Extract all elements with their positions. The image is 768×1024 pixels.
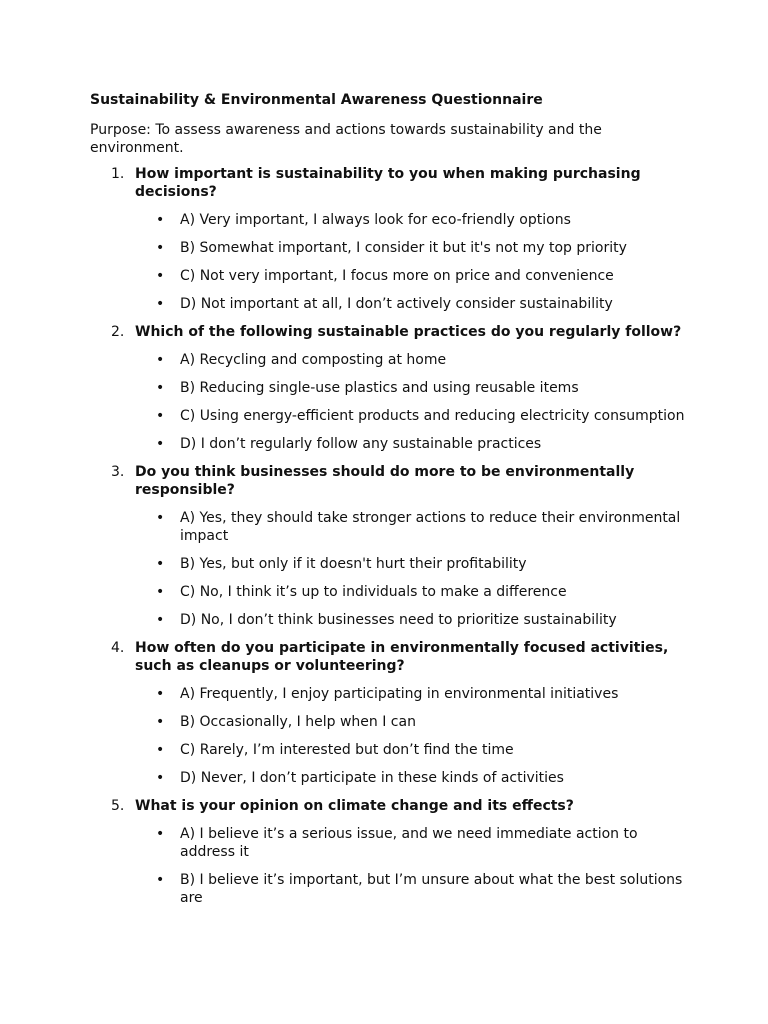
question-item bbox=[90, 639, 690, 787]
question-number: 5. bbox=[111, 798, 125, 814]
answer-option bbox=[135, 713, 690, 731]
answer-option bbox=[135, 435, 690, 453]
option-list bbox=[135, 825, 690, 907]
option-list bbox=[135, 509, 690, 629]
option-text: C) Rarely, I’m interested but don’t find the time bbox=[180, 742, 514, 758]
option-text: D) Never, I don’t participate in these kinds of activities bbox=[180, 770, 564, 786]
bullet-icon: • bbox=[156, 296, 165, 312]
question-item bbox=[90, 463, 690, 629]
question-item bbox=[90, 797, 690, 907]
question-number: 4. bbox=[111, 640, 125, 656]
question-text: What is your opinion on climate change and its effects? bbox=[135, 798, 574, 814]
option-text: B) Reducing single-use plastics and using reusable items bbox=[180, 380, 579, 396]
answer-option bbox=[135, 555, 690, 573]
option-list bbox=[135, 685, 690, 787]
bullet-icon: • bbox=[156, 268, 165, 284]
answer-option bbox=[135, 211, 690, 229]
bullet-icon: • bbox=[156, 212, 165, 228]
question-text: How often do you participate in environmentally focused activities, such as cleanups or volunteering? bbox=[135, 640, 669, 674]
option-text: A) Frequently, I enjoy participating in environmental initiatives bbox=[180, 686, 619, 702]
bullet-icon: • bbox=[156, 510, 165, 526]
bullet-icon: • bbox=[156, 352, 165, 368]
answer-option bbox=[135, 583, 690, 601]
question-list bbox=[90, 165, 690, 907]
option-text: B) I believe it’s important, but I’m unsure about what the best solutions are bbox=[180, 872, 683, 906]
bullet-icon: • bbox=[156, 770, 165, 786]
answer-option bbox=[135, 295, 690, 313]
option-list bbox=[135, 211, 690, 313]
answer-option bbox=[135, 509, 690, 545]
option-text: A) Recycling and composting at home bbox=[180, 352, 447, 368]
answer-option bbox=[135, 871, 690, 907]
bullet-icon: • bbox=[156, 408, 165, 424]
option-list bbox=[135, 351, 690, 453]
option-text: B) Occasionally, I help when I can bbox=[180, 714, 416, 730]
option-text: A) Yes, they should take stronger actions to reduce their environmental impact bbox=[180, 510, 681, 544]
question-text: How important is sustainability to you when making purchasing decisions? bbox=[135, 166, 641, 200]
option-text: D) Not important at all, I don’t actively consider sustainability bbox=[180, 296, 613, 312]
answer-option bbox=[135, 769, 690, 787]
option-text: C) Not very important, I focus more on price and convenience bbox=[180, 268, 614, 284]
answer-option bbox=[135, 685, 690, 703]
answer-option bbox=[135, 611, 690, 629]
answer-option bbox=[135, 379, 690, 397]
option-text: C) No, I think it’s up to individuals to make a difference bbox=[180, 584, 567, 600]
option-text: B) Yes, but only if it doesn't hurt their profitability bbox=[180, 556, 527, 572]
bullet-icon: • bbox=[156, 686, 165, 702]
option-text: B) Somewhat important, I consider it but it's not my top priority bbox=[180, 240, 627, 256]
answer-option bbox=[135, 351, 690, 369]
question-text: Which of the following sustainable practices do you regularly follow? bbox=[135, 324, 682, 340]
bullet-icon: • bbox=[156, 380, 165, 396]
purpose-text: Purpose: To assess awareness and actions towards sustainability and the environment. bbox=[90, 122, 602, 156]
bullet-icon: • bbox=[156, 436, 165, 452]
question-item bbox=[90, 165, 690, 313]
answer-option bbox=[135, 239, 690, 257]
option-text: A) Very important, I always look for eco-friendly options bbox=[180, 212, 571, 228]
bullet-icon: • bbox=[156, 612, 165, 628]
document-title: Sustainability & Environmental Awareness Questionnaire bbox=[90, 92, 543, 108]
option-text: C) Using energy-efficient products and reducing electricity consumption bbox=[180, 408, 685, 424]
answer-option bbox=[135, 741, 690, 759]
question-text: Do you think businesses should do more to be environmentally responsible? bbox=[135, 464, 635, 498]
question-number: 3. bbox=[111, 464, 125, 480]
bullet-icon: • bbox=[156, 742, 165, 758]
answer-option bbox=[135, 267, 690, 285]
bullet-icon: • bbox=[156, 584, 165, 600]
question-item bbox=[90, 323, 690, 453]
answer-option bbox=[135, 825, 690, 861]
bullet-icon: • bbox=[156, 240, 165, 256]
question-number: 2. bbox=[111, 324, 125, 340]
option-text: A) I believe it’s a serious issue, and we need immediate action to address it bbox=[180, 826, 638, 860]
option-text: D) I don’t regularly follow any sustainable practices bbox=[180, 436, 542, 452]
answer-option bbox=[135, 407, 690, 425]
bullet-icon: • bbox=[156, 556, 165, 572]
document-page bbox=[90, 91, 690, 917]
option-text: D) No, I don’t think businesses need to prioritize sustainability bbox=[180, 612, 617, 628]
bullet-icon: • bbox=[156, 714, 165, 730]
bullet-icon: • bbox=[156, 826, 165, 842]
question-number: 1. bbox=[111, 166, 125, 182]
bullet-icon: • bbox=[156, 872, 165, 888]
